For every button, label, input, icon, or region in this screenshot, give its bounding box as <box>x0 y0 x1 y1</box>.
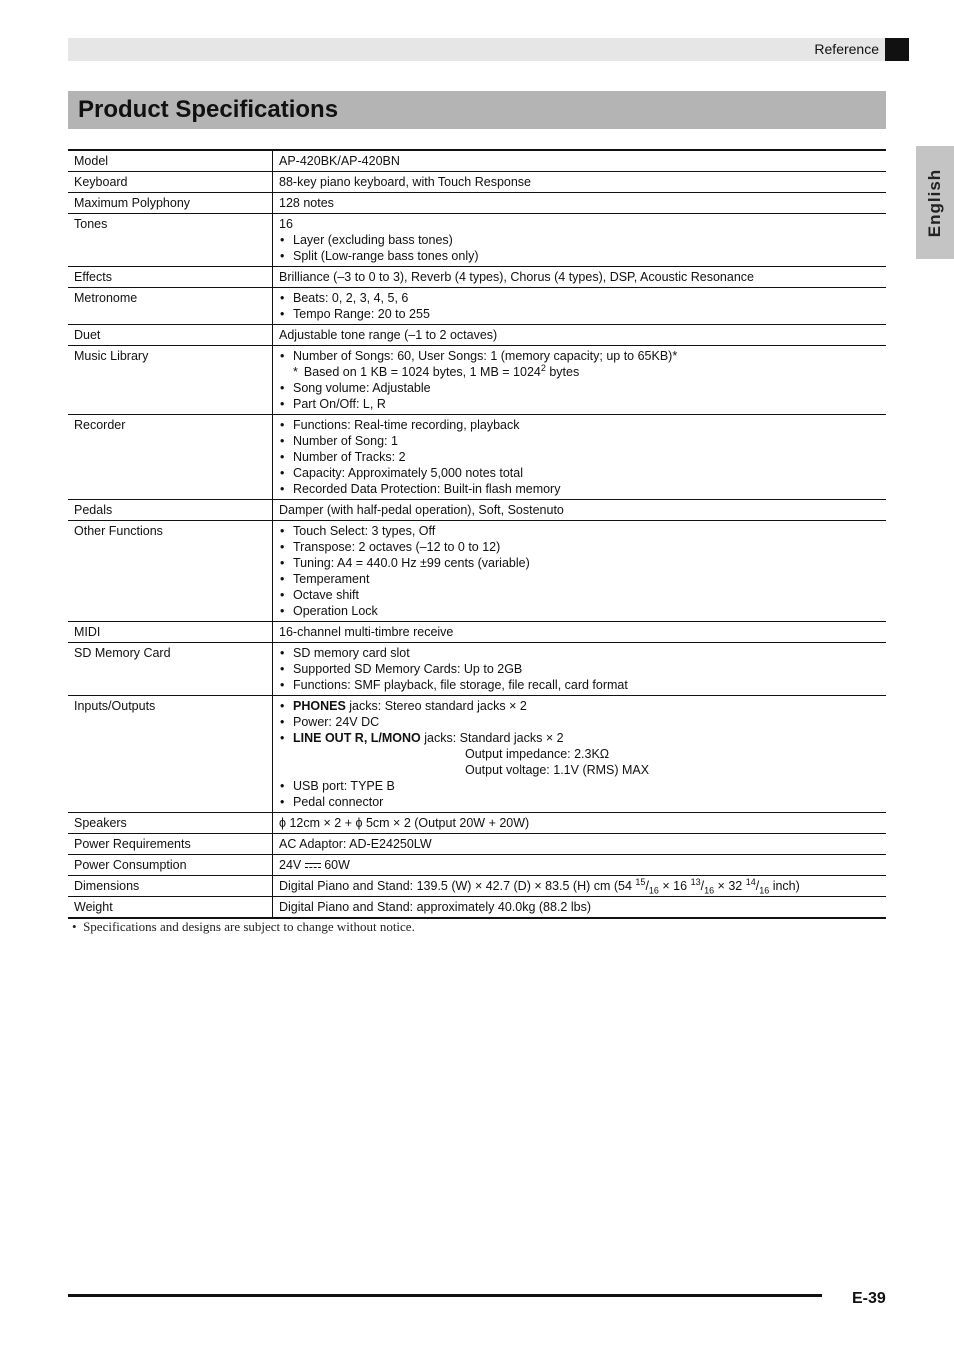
spec-value: Brilliance (–3 to 0 to 3), Reverb (4 types), Chorus (4 types), DSP, Acoustic Resonance <box>273 267 887 288</box>
spec-label: Keyboard <box>68 172 273 193</box>
spec-value <box>273 214 887 267</box>
bullet-list <box>279 645 880 693</box>
spec-value: Digital Piano and Stand: approximately 40.0kg (88.2 lbs) <box>273 897 887 919</box>
title-bar <box>68 91 886 129</box>
spec-label: Power Requirements <box>68 834 273 855</box>
table-row <box>68 813 886 834</box>
bullet-icon: • <box>72 919 77 934</box>
list-item <box>279 698 880 714</box>
table-row <box>68 696 886 813</box>
note-text: Based on 1 KB = 1024 bytes, 1 MB = 1024 <box>303 365 541 379</box>
list-item: • Transpose: 2 octaves (–12 to 0 to 12) <box>279 539 880 555</box>
list-item: • Pedal connector <box>279 794 880 810</box>
dimensions-text: Digital Piano and Stand: 139.5 (W) × 42.7 (D) × 83.5 (H) cm (54 <box>279 879 636 893</box>
spec-value-text: 16 <box>279 217 293 231</box>
table-row <box>68 643 886 696</box>
bullet-list <box>279 348 880 364</box>
list-item: • Recorded Data Protection: Built-in flash memory <box>279 481 880 497</box>
wattage-value: 60W <box>324 858 350 872</box>
spec-label: Other Functions <box>68 521 273 622</box>
lineout-label: LINE OUT R, L/MONO <box>293 731 421 745</box>
table-row <box>68 214 886 267</box>
list-item: • Operation Lock <box>279 603 880 619</box>
table-row <box>68 288 886 325</box>
language-tab <box>916 146 954 259</box>
bullet-list <box>279 778 880 810</box>
spec-label: Recorder <box>68 415 273 500</box>
table-row <box>68 150 886 172</box>
list-item: • Supported SD Memory Cards: Up to 2GB <box>279 661 880 677</box>
disclaimer-note <box>72 919 415 935</box>
dc-symbol-icon <box>305 863 321 869</box>
fraction-denominator: 16 <box>648 885 659 896</box>
spec-value <box>273 415 887 500</box>
fraction-numerator: 15 <box>635 876 646 887</box>
spec-label: Tones <box>68 214 273 267</box>
phones-text: jacks: Stereo standard jacks × 2 <box>345 699 527 713</box>
list-item: • Capacity: Approximately 5,000 notes total <box>279 465 880 481</box>
footnote-line <box>279 364 880 380</box>
dimensions-text: × 32 <box>714 879 746 893</box>
list-item: • Part On/Off: L, R <box>279 396 880 412</box>
table-row <box>68 521 886 622</box>
table-row <box>68 855 886 876</box>
output-voltage: Output voltage: 1.1V (RMS) MAX <box>465 763 650 777</box>
dimensions-text: × 16 <box>658 879 691 893</box>
spec-value: 16-channel multi-timbre receive <box>273 622 887 643</box>
section-label: Reference <box>814 41 879 57</box>
bullet-list <box>279 290 880 322</box>
fraction-numerator: 13 <box>690 876 701 887</box>
table-row <box>68 500 886 521</box>
table-row <box>68 172 886 193</box>
spec-value: Digital Piano and Stand: 139.5 (W) × 42.7 (D) × 83.5 (H) cm (54 $^{15}/_{16} \times 16$ $^{13}/_{16} \times 32$ $^{14}/_{16}$ inch) <box>273 876 887 897</box>
table-row <box>68 193 886 214</box>
list-item: • Tempo Range: 20 to 255 <box>279 306 880 322</box>
list-item: • Functions: Real-time recording, playback <box>279 417 880 433</box>
footer-divider <box>68 1294 822 1297</box>
spec-label: Model <box>68 150 273 172</box>
spec-label: SD Memory Card <box>68 643 273 696</box>
spec-label: Music Library <box>68 346 273 415</box>
bullet-list <box>279 232 880 264</box>
spec-value <box>273 855 887 876</box>
list-item: • SD memory card slot <box>279 645 880 661</box>
spec-label: Effects <box>68 267 273 288</box>
fraction-numerator: 14 <box>745 876 756 887</box>
output-impedance: Output impedance: 2.3KΩ <box>465 747 610 761</box>
spec-value <box>273 288 887 325</box>
bullet-list <box>279 380 880 412</box>
table-row <box>68 622 886 643</box>
bullet-list <box>279 417 880 497</box>
list-item: • Temperament <box>279 571 880 587</box>
spec-value: ϕ 12cm × 2 + ϕ 5cm × 2 (Output 20W + 20W) <box>273 813 887 834</box>
spec-label: Speakers <box>68 813 273 834</box>
bullet-list <box>279 523 880 619</box>
section-marker <box>885 38 909 61</box>
table-row <box>68 834 886 855</box>
spec-value <box>273 521 887 622</box>
table-row <box>68 876 886 897</box>
list-item: • Power: 24V DC <box>279 714 880 730</box>
spec-label: Weight <box>68 897 273 919</box>
spec-label: Dimensions <box>68 876 273 897</box>
language-tab-label: English <box>925 168 944 237</box>
list-item: • Tuning: A4 = 440.0 Hz ±99 cents (variable) <box>279 555 880 571</box>
table-row <box>68 325 886 346</box>
list-item: • Touch Select: 3 types, Off <box>279 523 880 539</box>
disclaimer-text: Specifications and designs are subject to change without notice. <box>83 919 415 934</box>
list-item: • Beats: 0, 2, 3, 4, 5, 6 <box>279 290 880 306</box>
phones-label: PHONES <box>293 699 346 713</box>
spec-value: AP-420BK/AP-420BN <box>279 154 400 168</box>
note-star: * <box>293 365 298 379</box>
lineout-text: jacks: Standard jacks × 2 <box>420 731 564 745</box>
list-item: • Number of Tracks: 2 <box>279 449 880 465</box>
list-item: • Number of Songs: 60, User Songs: 1 (memory capacity; up to 65KB)* <box>279 348 880 364</box>
fraction-denominator: 16 <box>759 885 770 896</box>
list-item: • Layer (excluding bass tones) <box>279 232 880 248</box>
spec-value: 128 notes <box>273 193 887 214</box>
table-row <box>68 897 886 919</box>
note-superscript: 2 <box>540 362 546 373</box>
fraction-denominator: 16 <box>704 885 715 896</box>
list-item <box>279 730 880 746</box>
section-header-bar <box>68 38 885 61</box>
page-title: Product Specifications <box>78 96 339 123</box>
list-item: • Song volume: Adjustable <box>279 380 880 396</box>
spec-value: Adjustable tone range (–1 to 2 octaves) <box>273 325 887 346</box>
spec-label: Inputs/Outputs <box>68 696 273 813</box>
table-row <box>68 415 886 500</box>
list-item: • Split (Low-range bass tones only) <box>279 248 880 264</box>
spec-label: Power Consumption <box>68 855 273 876</box>
spec-value <box>273 643 887 696</box>
spec-value: 88-key piano keyboard, with Touch Response <box>273 172 887 193</box>
specifications-table <box>68 149 886 919</box>
bullet-list <box>279 698 880 746</box>
spec-label: Maximum Polyphony <box>68 193 273 214</box>
spec-label: Duet <box>68 325 273 346</box>
spec-label: Pedals <box>68 500 273 521</box>
dimensions-text: inch) <box>769 879 800 893</box>
table-row <box>68 267 886 288</box>
list-item: • USB port: TYPE B <box>279 778 880 794</box>
note-tail: bytes <box>545 365 580 379</box>
page-number: E-39 <box>852 1290 886 1307</box>
list-item: • Number of Song: 1 <box>279 433 880 449</box>
spec-label: Metronome <box>68 288 273 325</box>
voltage-value: 24V <box>279 858 302 872</box>
table-row <box>68 346 886 415</box>
list-item: • Octave shift <box>279 587 880 603</box>
spec-value: Damper (with half-pedal operation), Soft, Sostenuto <box>273 500 887 521</box>
spec-value <box>273 346 887 415</box>
list-item: • Functions: SMF playback, file storage, file recall, card format <box>279 677 880 693</box>
spec-label: MIDI <box>68 622 273 643</box>
spec-value: AC Adaptor: AD-E24250LW <box>273 834 887 855</box>
spec-value <box>273 696 887 813</box>
